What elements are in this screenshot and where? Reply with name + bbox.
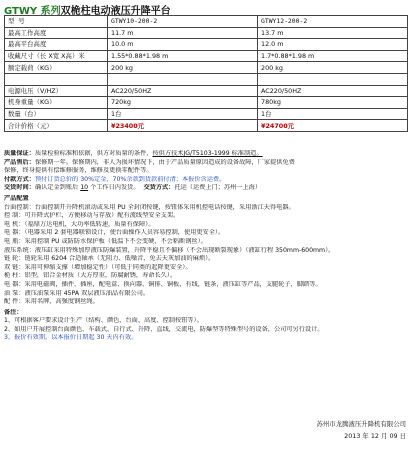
title-text: 双桅柱电动液压升降平台: [60, 6, 171, 17]
notes-section: [4, 150, 410, 343]
company-name: 苏州市龙腾液压升降机有限公司: [316, 420, 406, 428]
cell-model-1: ¥23400元: [108, 120, 258, 132]
cell-model-1: 11.7 m: [108, 27, 258, 39]
config-item: 电 器：（电器采用 2 套电器联锁设计，使台面操作人员容易控制，使用更安全）。: [4, 229, 225, 237]
cell-model-1: AC220/50HZ: [108, 85, 258, 97]
config-item: 电 器：采用电磁阀，插件、插座，配电盒、换向器、铜排、铜板，有线，链条，液压缸等产品，支腿轮子，脚踏等。: [4, 280, 322, 288]
config-item: 配 件：采用名牌，高强度钢丝绳。: [4, 298, 99, 306]
cell-model-2: 12.0 m: [258, 39, 408, 51]
table-row: [5, 120, 408, 132]
cell-model-2: [258, 73, 408, 85]
remarks-list: [4, 317, 410, 343]
cell-model-2: ¥24700元: [258, 120, 408, 132]
delivery-line: 交货时间：确认定金到账后 10 个工作日内发货。 交货方式：托运（运费上门；苏州一上海）: [4, 184, 262, 192]
cell-model-1: [108, 73, 258, 85]
spec-table: [4, 15, 408, 132]
row-label: 收藏尺寸（长 X宽 X高）米: [5, 50, 108, 62]
after-sales-line: 产品售后：保修期一年。保修期内，非人为损坏情况下，由于产品质量原因造成的设备故障，厂家提供免费: [4, 158, 295, 166]
cell-model-2: AC220/50HZ: [258, 85, 408, 97]
cell-model-1: 720kg: [108, 97, 258, 109]
config-item: 控 制：可升降式护栏，方便移动与存放）配有流线型安全支架。: [4, 212, 180, 220]
cell-model-2: 1.7*0.88*1.98 m: [258, 50, 408, 62]
table-row: [5, 62, 408, 74]
table-row: [5, 85, 408, 97]
document-date: 2013 年 12 月 09 日: [344, 432, 406, 440]
row-label: [5, 73, 108, 85]
config-item: 液压系统：液压缸采用特殊加厚液压防爆装置，升降平稳且不偏移（不会出现断裂现象）（液缸行程 350mm-600mm）。: [4, 246, 335, 254]
cell-model-1: 1.55*0.88*1.98 m: [108, 50, 258, 62]
config-item: 电 瓶：采用控制 PU 或防防水保护板（低温下不会变硬，不会粘断钢丝）。: [4, 237, 207, 245]
table-row: [5, 108, 408, 120]
remarks-title: 备注：: [4, 308, 23, 316]
config-item: 链 轮：链轮采用 6204 合适轴承（无阻力、低噪音、免去天灰加油的麻烦）。: [4, 255, 215, 263]
title-brand: GTWY 系列: [4, 6, 61, 17]
row-label: 最高平台高度: [5, 39, 108, 51]
table-row: [5, 39, 408, 51]
config-item: 电 机：（福鼎万达电机，大功率低转速，质量有保障）。: [4, 220, 155, 228]
quality-line: 质量保证：质量检验标准和依据，供方对质量的条件，按供方技术JG/T5103-1999 标准制造。: [4, 150, 263, 157]
config-title: 产品配置: [4, 194, 29, 202]
config-item: 桅 柱：铝型，铝合金材质（大方厚重，防腐耐锈，寿命长久）。: [4, 272, 177, 280]
config-item: 台面控制：台面控制开升降机滚动或采用 PU 全封闭按键，按钮体采用机控电话按键，采用浙江天得电器。: [4, 203, 295, 211]
row-label: 电源电压（V/HZ）: [5, 85, 108, 97]
cell-model-2: 780kg: [258, 97, 408, 109]
row-label: 合计价格（元）: [5, 120, 108, 132]
remark-item: 2、如用户开展控制台面颜色、车载式、自行式、升降、直线，交流电，防爆型等特殊型号的设备，公司可另行设计。: [4, 325, 324, 333]
cell-model-2: 1台: [258, 108, 408, 120]
row-label: 机身重量（KG）: [5, 97, 108, 109]
config-list: [4, 204, 410, 307]
config-item: 双 链：采用可伸缩支撑（增加稳定性）（可低于同类的起降更安全）。: [4, 263, 192, 271]
cell-model-1: 200 kg: [108, 62, 258, 74]
cell-model-2: 200 kg: [258, 62, 408, 74]
table-row: [5, 50, 408, 62]
payment-line: 付款方式：预付订货总价的 30%定金，70%余款到货款前付清；本报价含运费。: [4, 175, 226, 183]
cell-model-2: 13.7 m: [258, 27, 408, 39]
table-row: [5, 73, 408, 85]
header-cell-model-2: GTWY12-200-2: [258, 16, 408, 28]
header-cell-model: 型 号: [5, 16, 108, 28]
table-row: [5, 27, 408, 39]
row-label: 最高工作高度: [5, 27, 108, 39]
remark-item: 3、报价有效期，以本报价日期起 30 天内有效。: [4, 334, 138, 342]
row-label: 额定载荷（KG）: [5, 62, 108, 74]
table-row: [5, 97, 408, 109]
after-sales-line-2: 保修，终身提供有偿维修服务，维修及更换零配件等。: [4, 167, 153, 175]
config-item: 油 泵：液压油泵采用 45PA 双层液压油品有限公司。: [4, 289, 150, 297]
cell-model-1: 1台: [108, 108, 258, 120]
row-label: 数量（台）: [5, 108, 108, 120]
spec-header-row: [5, 16, 408, 28]
header-cell-model-1: GTWY10-200-2: [108, 16, 258, 28]
cell-model-1: 10.0 m: [108, 39, 258, 51]
remark-item: 1、可根据客户要求设计生产（结构、颜色、台面、高度、控制按钮等）。: [4, 317, 203, 325]
